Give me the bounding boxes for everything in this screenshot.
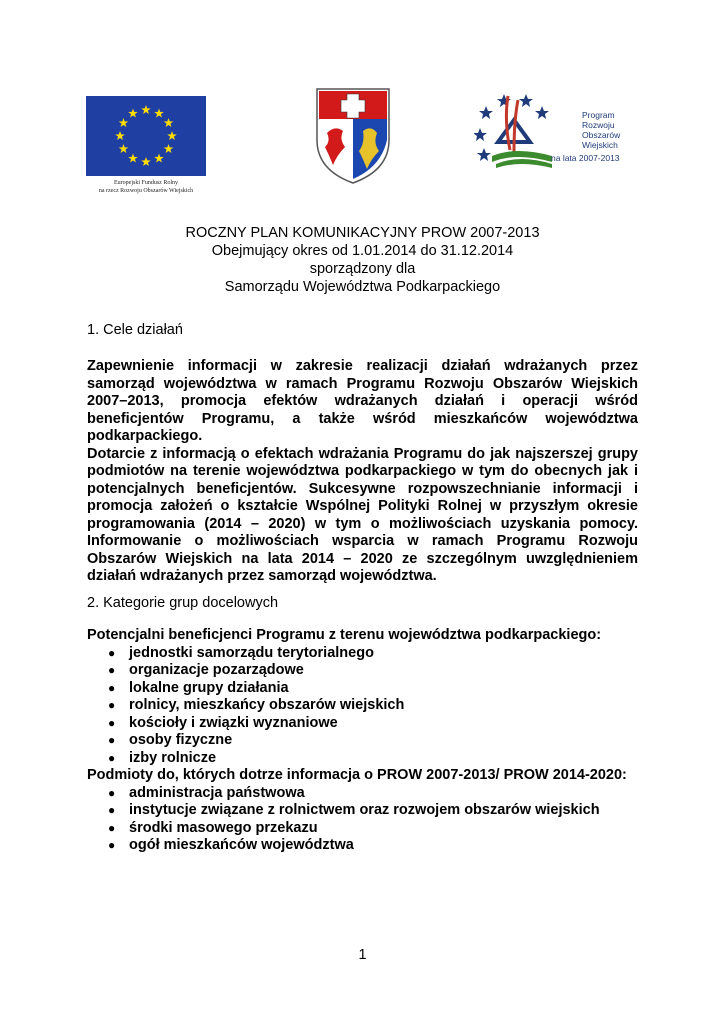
list-item: ● instytucje związane z rolnictwem oraz rozwojem obszarów wiejskich — [108, 802, 600, 818]
group-2-list — [87, 785, 638, 855]
eu-flag-logo — [86, 96, 206, 176]
eu-fund-caption: Europejski Fundusz Rolny na rzecz Rozwoju Obszarów Wiejskich — [98, 180, 194, 194]
document-title-block — [0, 224, 725, 296]
bullet-icon: ● — [108, 820, 116, 835]
prow-program-logo — [474, 90, 554, 170]
document-prepared-for: sporządzony dla — [309, 261, 416, 277]
section-1-body — [87, 358, 638, 586]
bullet-icon: ● — [108, 663, 116, 677]
section-2-heading: 2. Kategorie grup docelowych — [87, 595, 279, 611]
group-1-title: Potencjalni beneficjenci Programu z terenu województwa podkarpackiego: — [87, 627, 602, 643]
prow-program-years: na lata 2007-2013 — [551, 153, 620, 163]
prow-program-name: Program Rozwoju Obszarów Wiejskich — [582, 110, 621, 150]
section-2-body — [87, 627, 638, 855]
section-1-heading: 1. Cele działań — [87, 322, 183, 338]
list-item: ● izby rolnicze — [108, 749, 217, 766]
list-item: ● administracja państwowa — [108, 784, 305, 801]
list-item: ● lokalne grupy działania — [108, 679, 289, 696]
group-2-title: Podmioty do, których dotrze informacja o PROW 2007-2013/ PROW 2014-2020: — [87, 767, 627, 783]
bullet-icon: ● — [108, 803, 116, 817]
bullet-icon: ● — [108, 750, 116, 765]
bullet-icon: ● — [108, 785, 116, 800]
document-title: ROCZNY PLAN KOMUNIKACYJNY PROW 2007-2013 — [185, 225, 540, 241]
page-number: 1 — [358, 947, 367, 963]
section-1-paragraph: Zapewnienie informacji w zakresie realizacji działań wdrażanych przez samorząd województwa w ramach Programu Rozwoju Obszarów Wiejskich 2007–2013, promocja efektów wdrażanych działań i operacji wśród beneficjentów Programu, a także wśród mieszkańców województwa podkarpackiego. — [87, 358, 638, 444]
document-period: Obejmujący okres od 1.01.2014 do 31.12.2014 — [211, 243, 514, 259]
bullet-icon: ● — [108, 838, 116, 852]
list-item: ● ogół mieszkańców województwa — [108, 837, 354, 853]
group-1-list — [87, 645, 638, 768]
header-logos — [0, 85, 725, 200]
bullet-icon: ● — [108, 715, 116, 730]
list-item: ● środki masowego przekazu — [108, 819, 318, 836]
section-1-paragraph: Dotarcie z informacją o efektach wdrażania Programu do jak najszerszej grupy podmiotów na terenie województwa podkarpackiego w tym do obecnych jak i potencjalnych beneficjentów. Sukcesywne rozpowszechnianie informacji i promocja założeń o kształcie Wspólnej Polityki Rolnej w przyszłym okresie programowania (2014 – 2020) w tym o możliwościach uzyskania pomocy. Informowanie o możliwościach wsparcia w ramach Programu Rozwoju Obszarów Wiejskich na lata 2014 – 2020 ze szczególnym uwzględnieniem działań wdrażanych przez samorząd województwa. — [87, 445, 638, 584]
bullet-icon: ● — [108, 645, 116, 660]
list-item: ● organizacje pozarządowe — [108, 662, 304, 678]
list-item: ● osoby fizyczne — [108, 732, 233, 748]
bullet-icon: ● — [108, 698, 116, 712]
document-organization: Samorządu Województwa Podkarpackiego — [224, 279, 501, 295]
list-item: ● rolnicy, mieszkańcy obszarów wiejskich — [108, 697, 405, 713]
list-item: ● jednostki samorządu terytorialnego — [108, 644, 374, 661]
list-item: ● kościoły i związki wyznaniowe — [108, 714, 338, 731]
podkarpackie-coat-of-arms — [313, 85, 393, 185]
bullet-icon: ● — [108, 733, 116, 747]
bullet-icon: ● — [108, 680, 116, 695]
